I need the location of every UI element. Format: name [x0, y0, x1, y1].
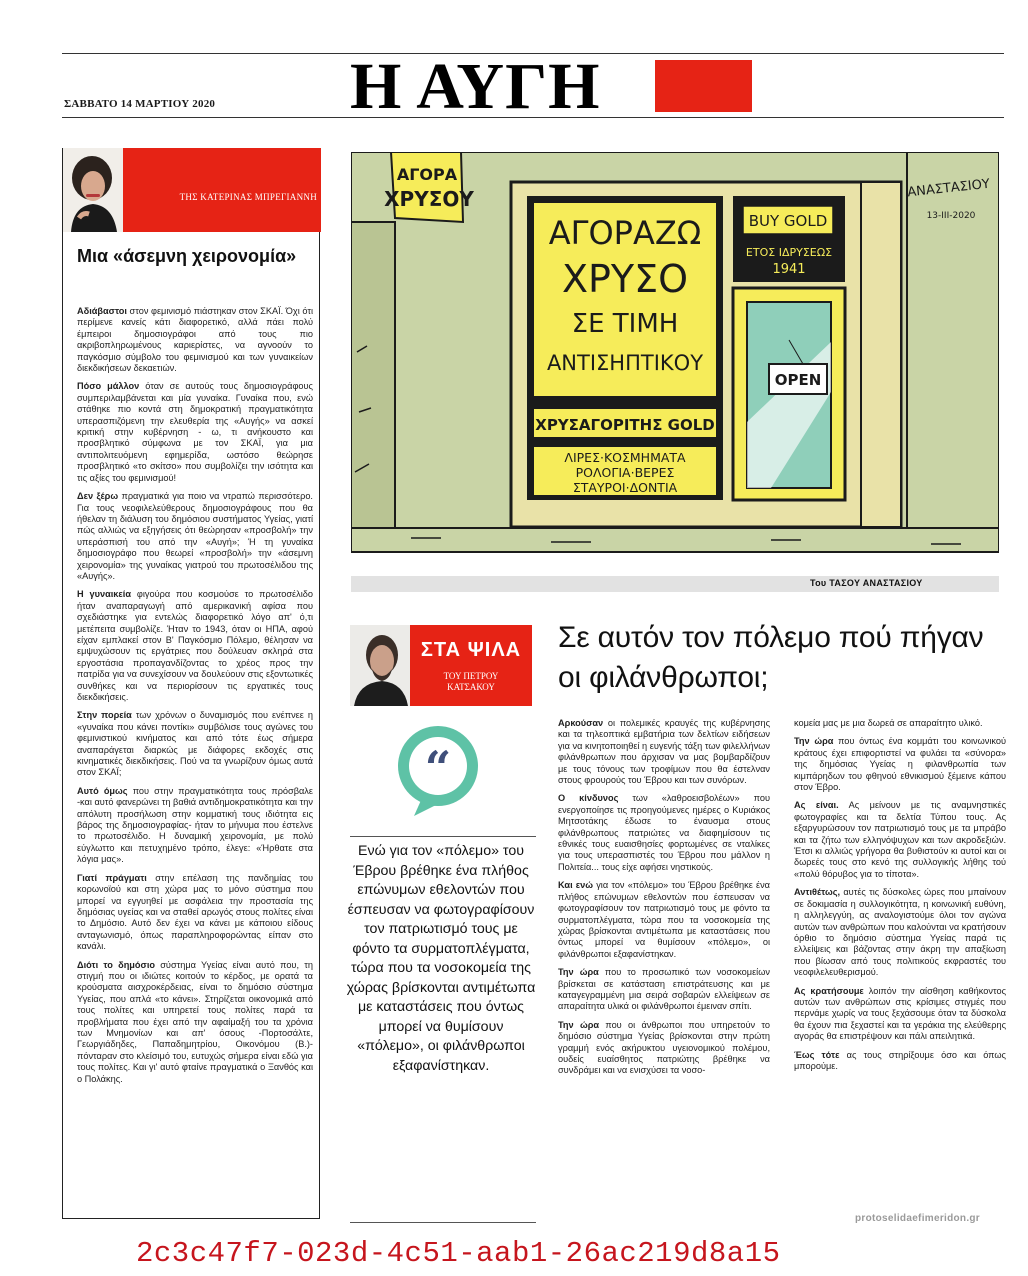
- signature-date: 13-III-2020: [926, 211, 976, 221]
- pull-quote: Ενώ για τον «πόλεμο» του Έβρου βρέθηκε ένα πλήθος επώνυμων εθελοντών που έσπευσαν να φωτογραφίσουν τον πατριωτισμό τους με φόντο τα συρματοπλέγματα, τώρα που τα νοσοκομεία της χώρας βρίσκονται αντιμέτωπα με καταστάσεις που όντως μπορεί να θυμίσουν «πόλεμο», οι φιλάνθρωποι εξαφανίστηκαν.: [346, 843, 536, 1074]
- masthead-title: Η ΑΥΓΗ: [350, 50, 601, 123]
- items-line-1: ΛΙΡΕΣ·ΚΟΣΜΗΜΑΤΑ: [564, 450, 686, 465]
- items-line-2: ΡΟΛΟΓΙΑ·ΒΕΡΕΣ: [575, 465, 675, 480]
- paragraph-lead: Έως τότε: [794, 1049, 840, 1060]
- main-sign-line-2: ΧΡΥΣΟ: [561, 257, 689, 301]
- paragraph: [794, 800, 1006, 880]
- paragraph-lead: Την ώρα: [558, 1019, 600, 1030]
- items-line-3: ΣΤΑΥΡΟΙ·ΔΟΝΤΙΑ: [572, 480, 678, 495]
- paragraph: [77, 710, 313, 778]
- paragraph-lead: Πόσο μάλλον: [77, 381, 140, 392]
- paragraph-text: σύστημα Υγείας είναι αυτό που, τη στιγμή που οι ιδιώτες κοιτούν το κέρδος, με ορατά τα κρούσματα αισχροκέρδειας, είναι το δημόσιο σύστημα Υγείας, που απλά «το κάνει». Στηρίζεται οικονομικά από τους πολίτες και υπηρετεί τους πολίτες παρά τα προβλήματα που έχει από την αφαίμαξή του τα χρόνια των Μνημονίων και απ' όσους -Πορτοσάλτε, Γεωργιάδηδες, Παπαδημητρίου, Οικονόμου (Β.)- πόνταραν στο κλείσιμό του, ευτυχώς σήμερα είναι εδώ για τους πολίτες. Και γι' αυτό φταίνε πραγματικά ο Ξανθός και ο Πολάκης.: [77, 959, 314, 1084]
- paragraph-text: αυτές τις δύσκολες ώρες που μπαίνουν σε δοκιμασία η συλλογικότητα, η κοινωνική ευθύνη, η αλληλεγγύη, ας αναλογιστούμε όλοι τον αγώνα αυτών των ανθρώπων που καλούνται να κρατήσουν όρθιο το δημόσιο σύστημα Υγείας παρά τις ελλείψεις και βάζοντας στην άκρη την απαξίωση που βίωσαν από τους πολιτικούς εκφραστές του νεοφιλελευθερισμού.: [794, 887, 1006, 978]
- watermark: protoselidaefimeridon.gr: [855, 1213, 980, 1224]
- paragraph: [77, 873, 313, 953]
- paragraph-text: των «λαθροεισβολέων» που ενεργοποίησε τις προηγούμενες ημέρες ο Κυριάκος Μητσοτάκης έδωσε το έναυσμα στους φιλάνθρωπους πατριώτες να διαφημίσουν τις εθνικές τους ευαισθησίες φορτωμένες σε νταλίκες για τους υπερασπιστές του Έβρου που μάλλον η Πολιτεία... τους είχε αφήσει νηστικούς.: [558, 793, 771, 872]
- paragraph: [558, 880, 770, 960]
- paragraph-text: στον φεμινισμό πιάστηκαν στον ΣΚΑΪ. Όχι ότι περίμενε κανείς κάτι διαφορετικό, αλλά πάει πολύ έμπειροι δημοσιογράφοι από τους πιο ακριβοπληρωμένους καριερίστες, να αγνοούν το παγκόσμιο σύμβολο του φεμινισμού και των γυναικείων διεκδικήσεων δεκαετιών.: [77, 306, 313, 374]
- paragraph-lead: Ο κίνδυνος: [558, 793, 619, 804]
- paragraph-text: που στην πραγματικότητα τους πρόσβαλε -και αυτό φανερώνει τη βαθιά αντιδημοκρατικότητα και την απόλυτη προσήλωση στην κομματική τους ιδιότητα εις βάρος της δημοσιογραφίας- ήταν το μήνυμα που έστελνε το πρωτοσέλιδο. Η δυναμική χειρονομία, με πολύ εύγλωττο και πετυχημένο τρόπο, έλεγε: «Ήρθατε στα λόγια μας».: [77, 785, 313, 865]
- paragraph-lead: Και ενώ: [558, 880, 594, 891]
- left-sign-line-1: ΑΓΟΡΑ: [396, 165, 458, 184]
- paragraph: [77, 491, 313, 582]
- paragraph: [558, 967, 770, 1013]
- paragraph-text: ας τους στηρίξουμε όσο και όπως μπορούμε.: [794, 1049, 1006, 1071]
- paragraph-lead: Αρκούσαν: [558, 718, 604, 728]
- paragraph-text: κομεία μας με μια δωρεά σε απαραίτητο υλικό.: [794, 718, 983, 728]
- main-sign-line-4: ΑΝΤΙΣΗΠΤΙΚΟΥ: [546, 351, 704, 375]
- pull-quote-rule-bottom: [350, 1222, 536, 1223]
- masthead-red-box: [655, 60, 752, 112]
- paragraph-text: που το προσωπικό των νοσοκομείων βρίσκεται σε κατάσταση επιστράτευσης και με καταγεγραμμένη μια σειρά σοβαρών ελλείψεων σε απαραίτητα υλικά οι φιλάνθρωποι έμειναν σπίτι.: [558, 967, 770, 1012]
- paragraph-lead: Την ώρα: [558, 967, 599, 978]
- cartoon-credit: Του ΤΑΣΟΥ ΑΝΑΣΤΑΣΙΟΥ: [810, 578, 923, 588]
- author-byline: ΤΗΣ ΚΑΤΕΡΙΝΑΣ ΜΠΡΕΓΙΑΝΝΗ: [179, 192, 317, 202]
- paragraph-lead: Στην πορεία: [77, 710, 132, 721]
- main-sign-line-3: ΣΕ ΤΙΜΗ: [571, 309, 679, 339]
- paragraph: [794, 718, 1006, 729]
- paragraph-text: για τον «πόλεμο» του Έβρου βρέθηκε ένα πλήθος επώνυμων εθελοντών που έσπευσαν να φωτογραφίσουν τον πατριωτισμό τους με φόντο τα συρματοπλέγματα, τώρα που τα νοσοκομεία της χώρας βρίσκονται αντιμέτωπα με καταστάσεις που όντως μπορεί να θυμίσουν «πόλεμο», οι φιλάνθρωποι εξαφανίστηκαν.: [558, 880, 770, 959]
- paragraph: [794, 736, 1006, 793]
- paragraph-text: που οι άνθρωποι που υπηρετούν το δημόσιο σύστημα Υγείας βρίσκονται στην πρώτη γραμμή ενός ακήρυκτου υγειονομικού πολέμου, ουδείς ευαίσθητος πατριώτης βρέθηκε να συνδράμει και να ενισχύσει τα νοσο-: [558, 1019, 771, 1076]
- paragraph-lead: Διότι το δημόσιο: [77, 959, 155, 970]
- paragraph-lead: Ας είναι.: [794, 800, 839, 811]
- paragraph-text: όταν σε αυτούς τους δημοσιογράφους συμπεριλαμβάνεται και μία γυναίκα. Γυναίκα που, ενώ στάθηκε πιο κοντά στη δημοκρατική πραγματικότητα υπερασπιζόμενη την ελευθερία της «Αυγής» να ασκεί κριτική στην κυβέρνηση - ω, τι ανήκουστο και προσβλητικό σύμφωνα με τον ΣΚΑΪ, για μια αντιπολιτευόμενη εφημερίδα, ωστόσο θεώρησε προσβλητικό «το σκίτσο» που συμβολίζει την ισότητα και τις αξίες του φεμινισμού!: [77, 381, 313, 483]
- paragraph-lead: Αυτό όμως: [77, 785, 128, 796]
- paragraph-text: λοιπόν την αίσθηση καθήκοντος αυτών των ανθρώπων στις κρίσιμες στιγμές που περνάμε χωρίς να τους ξεχάσουμε όταν τα δύσκολα θα έχουν πια ξεχαστεί και τα γεράκια της ελεύθερης αγοράς θα επιστρέψουν και πάλι απειλητικά.: [794, 985, 1006, 1042]
- left-article: [62, 148, 320, 1219]
- paragraph-text: Ας μείνουν με τις αναμνηστικές φωτογραφίες και τα δελτία Τύπου τους. Ας εξαργυρώσουν τον πατριωτισμό τους με τα μπράβο και τα ζήτω των ελληνόψυχων και των ακροδεξιών. Έτσι κι αλλιώς γρήγορα θα βυθιστούν κι αυτοί και οι δωρεές τους στο κενό της συλλογικής λήθης τού «πολύ θόρυβος για το τίποτα».: [794, 800, 1006, 879]
- since-line-2: 1941: [772, 262, 806, 277]
- columnist-photo: [350, 625, 410, 706]
- since-line-1: ΕΤΟΣ ΙΔΡΥΣΕΩΣ: [745, 246, 833, 259]
- brand-sign: ΧΡΥΣΑΓΟΡΙΤΗΣ GOLD: [535, 416, 715, 434]
- paragraph: [77, 589, 313, 703]
- columnist-byline: [410, 671, 532, 693]
- left-sign-line-2: ΧΡΥΣΟΥ: [384, 187, 474, 211]
- main-headline: Σε αυτόν τον πόλεμο πού πήγαν οι φιλάνθρωποι;: [558, 621, 984, 694]
- paragraph: [558, 718, 770, 786]
- paragraph-text: πραγματικά για ποιο να ντραπώ περισσότερο. Για τους νεοφιλελεύθερους δημοσιογράφους που θα ήθελαν τη διάλυση του δημόσιου συστήματος Υγείας, γιατί πώς αλλιώς να εξηγήσεις ότι θεώρησαν «προσβολή» την υπεράσπισή του από την «Αυγή»; Ή τη γυναίκα δημοσιογράφο που θεωρεί «προσβολή» την «άσεμνη χειρονομία» της γυναίκας γιατρού του πρωτοσέλιδου της «Αυγής».: [77, 491, 313, 581]
- buy-gold-sign: BUY GOLD: [748, 212, 828, 230]
- signature: ΑΝΑΣΤΑΣΙΟΥ: [906, 176, 991, 201]
- paragraph: [794, 887, 1006, 978]
- pull-quote-rule-top: [350, 836, 536, 837]
- paragraph-lead: Αντιθέτως,: [794, 887, 841, 898]
- column-label: ΣΤΑ ΨΙΛΑ: [420, 639, 522, 661]
- paragraph: [77, 786, 313, 866]
- paragraph-lead: Η γυναικεία: [77, 589, 131, 600]
- columnist-byline-line-1: ΤΟΥ ΠΕΤΡΟΥ: [443, 671, 499, 681]
- paragraph: [794, 986, 1006, 1043]
- paragraph-lead: Αδιάβαστοι: [77, 306, 127, 316]
- svg-text:“: “: [424, 741, 452, 795]
- paragraph: [558, 793, 770, 873]
- paragraph-text: οι πολεμικές κραυγές της κυβέρνησης και τα τηλεοπτικά εμβατήρια των δελτίων ειδήσεων για να κινητοποιηθεί η ευγενής τάξη των φιλελλήνων φιλάνθρωπων που άρχισαν να μας βομβαρδίζουν με τους τόνους των τροφίμων που θα έστελναν στους φρουρούς του Έβρου και των συνόρων.: [558, 718, 770, 786]
- issue-date: ΣΑΒΒΑΤΟ 14 ΜΑΡΤΙΟΥ 2020: [64, 98, 216, 110]
- main-sign-line-1: ΑΓΟΡΑΖΩ: [548, 214, 702, 252]
- article-title: Μια «άσεμνη χειρονομία»: [77, 246, 297, 266]
- cartoon-left-sign: [384, 152, 474, 222]
- paragraph-lead: Δεν ξέρω: [77, 491, 119, 502]
- document-id: 2c3c47f7-023d-4c51-aab1-26ac219d8a15: [136, 1237, 781, 1270]
- paragraph: [558, 1020, 770, 1077]
- cartoon: [351, 152, 999, 564]
- paragraph: [77, 306, 313, 374]
- quote-icon: [392, 722, 484, 818]
- paragraph-lead: Την ώρα: [794, 736, 834, 747]
- paragraph: [77, 960, 313, 1085]
- paragraph-text: που όντως ένα κομμάτι του κοινωνικού κράτους έχει επιφορτιστεί να φυλάει τα «σύνορα» της δημόσιας Υγείας η φιλανθρωπία των κιμπάρηδων του φθηνού εθνικισμού ξέμεινε κάπου στον Έβρο.: [794, 736, 1007, 793]
- paragraph-text: φιγούρα που κοσμούσε το πρωτοσέλιδο ήταν αναπαραγωγή από αμερικανική αφίσα που σχεδιάστηκε για εντελώς διαφορετικό λόγο απ' ό,τι μετέπειτα συμβολίζε. Ήταν το 1943, όταν οι ΗΠΑ, αφού είχαν εμπλακεί στον Β' Παγκόσμιο Πόλεμο, θέλησαν να εμψυχώσουν τις εργάτριες που δούλευαν σκληρά στα εργοστάσια προπαγανδίζοντας το χρέος προς την πατρίδα για να συνεχίσουν να δουλεύουν στις εξοντωτικές συνθήκες και να περιορίσουν τις εργατικές τους διεκδικήσεις.: [77, 589, 314, 702]
- paragraph-text: των χρόνων ο δυναμισμός που ενέπνεε η «γυναίκα που κάνει ποντίκι» συμβόλισε τους αγώνες του φεμινιστικού κινήματος και από τότε έως σήμερα αναπαράγεται διαρκώς με διάφορες εκδοχές στις κινηματικές διεκδικήσεις. Πού να τα γνωρίζουν όμως αυτά στον ΣΚΑΪ;: [77, 710, 313, 778]
- column-label-box: [410, 625, 532, 706]
- paragraph: [77, 381, 313, 484]
- columnist-byline-line-2: ΚΑΤΣΑΚΟΥ: [447, 682, 495, 692]
- paragraph: [794, 1050, 1006, 1073]
- main-article-column-2: [794, 718, 1006, 1079]
- author-photo: [63, 148, 123, 232]
- masthead-rule: [62, 117, 1004, 118]
- article-body: [77, 306, 313, 1092]
- main-article-column-1: [558, 718, 770, 1084]
- open-sign: OPEN: [774, 371, 822, 389]
- paragraph-lead: Ας κρατήσουμε: [794, 985, 864, 996]
- paragraph-lead: Γιατί πράγματι: [77, 872, 147, 883]
- paragraph-text: στην επέλαση της πανδημίας του κορωνοϊού και στη χώρα μας το μόνο σύστημα που μπορεί να εγγυηθεί με ασφάλεια την προστασία της δημόσιας υγείας και να σταθεί αρωγός στους πολίτες είναι το Δημόσιο. Αυτό δεν έχει να κάνει με κάποιου είδους ανταγωνισμό, όπως παραπληροφορώντας είπαν στο κανάλι.: [77, 872, 314, 952]
